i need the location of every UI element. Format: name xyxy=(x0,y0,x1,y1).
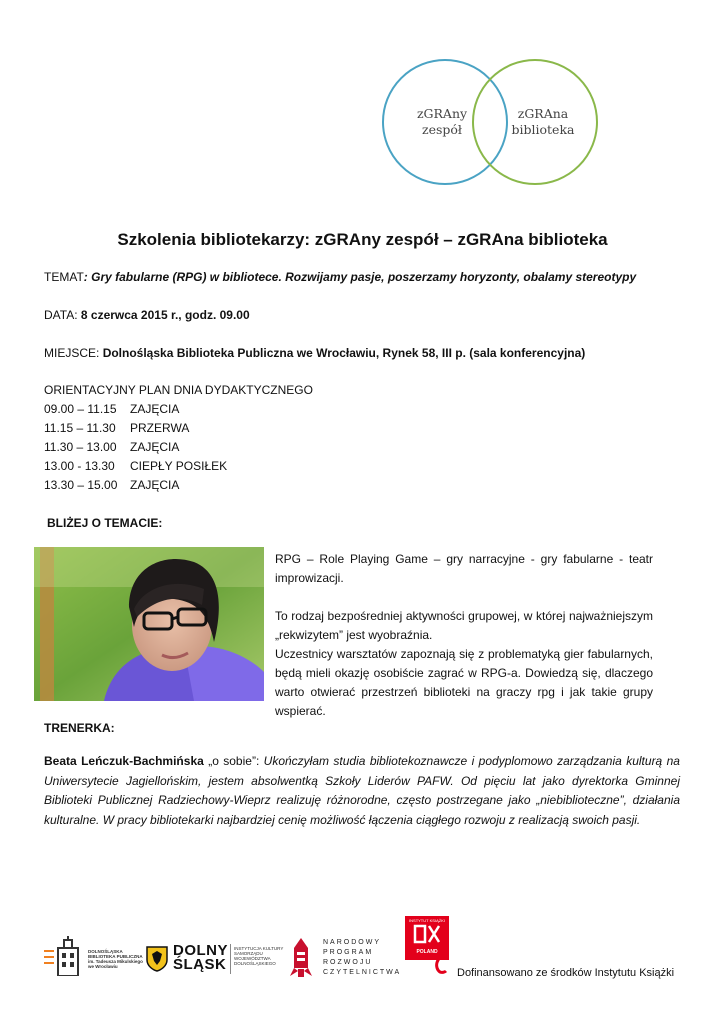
temat-line xyxy=(44,270,636,284)
trainer-name: Beata Leńczuk-Bachmińska xyxy=(44,754,204,768)
schedule-time: 09.00 – 11.15 xyxy=(44,402,117,416)
dolny-slask-line: ŚLĄSK xyxy=(173,956,227,973)
rpg-paragraph-1: RPG – Role Playing Game – gry narracyjne - gry fabularne - teatr improwizacji. xyxy=(275,552,653,585)
schedule-activity: ZAJĘCIA xyxy=(130,478,180,492)
page-title: Szkolenia bibliotekarzy: zGRAny zespół – zGRAna biblioteka xyxy=(117,230,608,249)
schedule-row xyxy=(44,440,179,454)
funding-note: Dofinansowano ze środków Instytutu Książki xyxy=(457,967,675,979)
schedule-activity: ZAJĘCIA xyxy=(130,440,180,454)
schedule-activity: CIEPŁY POSIŁEK xyxy=(130,459,228,473)
nprc-line: PROGRAM xyxy=(323,949,374,956)
logo-right-line1: zGRAna xyxy=(517,106,569,121)
nprc-rocket-icon xyxy=(288,938,314,978)
temat-value: : Gry fabularne (RPG) w bibliotece. Rozwijamy pasje, poszerzamy horyzonty, obalamy stereotypy xyxy=(83,270,637,284)
trainer-bio xyxy=(44,752,680,830)
temat-label: TEMAT xyxy=(44,270,84,284)
dbp-building-icon xyxy=(44,936,86,976)
footer-divider xyxy=(230,944,231,974)
miejsce-label: MIEJSCE: xyxy=(44,346,103,360)
schedule-time: 13.30 – 15.00 xyxy=(44,478,118,492)
trenerka-heading: TRENERKA: xyxy=(44,721,115,735)
dolny-slask-line: DOLNY xyxy=(173,942,228,959)
schedule-time: 13.00 - 13.30 xyxy=(44,459,115,473)
rpg-paragraph-3: Uczestnicy warsztatów zapoznają się z problematyką gier fabularnych, będą mieli okazję osobiście zagrać w RPG-a. Dowiedzą się, dlaczego warto otwierać przestrzeń biblioteki na graczy rpg i jak takie grupy wspierać. xyxy=(275,647,653,718)
instytucja-line: INSTYTUCJA KULTURY xyxy=(234,946,284,951)
schedule-row xyxy=(44,421,189,435)
nprc-line: ROZWOJU xyxy=(323,959,373,966)
schedule-row xyxy=(44,459,227,473)
nprc-line: CZYTELNICTWA xyxy=(323,969,402,976)
nprc-text xyxy=(323,938,401,978)
dbp-line: we Wrocławiu xyxy=(88,964,118,969)
instytucja-line: WOJEWÓDZTWA xyxy=(234,956,271,961)
schedule-time: 11.15 – 11.30 xyxy=(44,421,116,435)
rpg-paragraph-2: To rodzaj bezpośredniej aktywności grupowej, w której najważniejszym „rekwizytem” jest wyobraźnia. xyxy=(275,609,653,642)
miejsce-line xyxy=(44,346,585,360)
logo-right-line2: biblioteka xyxy=(511,122,575,137)
dbp-logo xyxy=(44,936,144,978)
data-value: 8 czerwca 2015 r., godz. 09.00 xyxy=(80,308,250,322)
instytucja-line: DOLNOŚLĄSKIEGO xyxy=(234,961,276,966)
nprc-line: NARODOWY xyxy=(323,939,381,946)
zgrany-logo xyxy=(380,52,620,192)
dbp-line: im. Tadeusza Mikulskiego xyxy=(88,959,143,964)
ik-poland-label: POLAND xyxy=(416,949,438,955)
instytucja-text xyxy=(234,946,283,966)
schedule-activity: ZAJĘCIA xyxy=(130,402,180,416)
trainer-lead: „o sobie”: xyxy=(203,754,264,768)
ik-swirl-icon xyxy=(432,954,448,974)
ik-small-label: INSTYTUT KSIĄŻKI xyxy=(409,918,445,923)
dolny-slask-wordmark xyxy=(173,944,228,972)
data-label: DATA: xyxy=(44,308,81,322)
trainer-photo xyxy=(34,547,264,701)
instytucja-line: SAMORZĄDU xyxy=(234,951,263,956)
dolny-slask-shield-icon xyxy=(146,946,168,972)
schedule-time: 11.30 – 13.00 xyxy=(44,440,117,454)
data-line xyxy=(44,308,250,322)
logo-left-line2: zespół xyxy=(422,122,462,137)
logo-left-line1: zGRAny xyxy=(416,106,468,121)
dbp-line: BIBLIOTEKA PUBLICZNA xyxy=(88,954,143,959)
blizej-heading: BLIŻEJ O TEMACIE: xyxy=(47,516,163,530)
trainer-bio-text: Ukończyłam studia bibliotekoznawcze i podyplomowo zarządzania kulturą na Uniwersytecie Jagiellońskim, jestem absolwentką Szkoły Liderów PAFW. Od pięciu lat jako dyrektorka Gminnej Biblioteki Publicznej Radziechowy-Wieprz realizuję różnorodne, często postrzegane jako „niebiblioteczne”, działania kulturalne. W pracy bibliotekarki najbardziej cenię możliwość łączenia ciągłego rozwoju z realizacją swoich pasji. xyxy=(44,754,680,827)
plan-heading: ORIENTACYJNY PLAN DNIA DYDAKTYCZNEGO xyxy=(44,383,313,397)
schedule-activity: PRZERWA xyxy=(130,421,190,435)
dbp-line: DOLNOŚLĄSKA xyxy=(88,949,123,954)
schedule-row xyxy=(44,402,179,416)
schedule-row xyxy=(44,478,179,492)
miejsce-value: Dolnośląska Biblioteka Publiczna we Wrocławiu, Rynek 58, III p. (sala konferencyjna) xyxy=(102,346,586,360)
